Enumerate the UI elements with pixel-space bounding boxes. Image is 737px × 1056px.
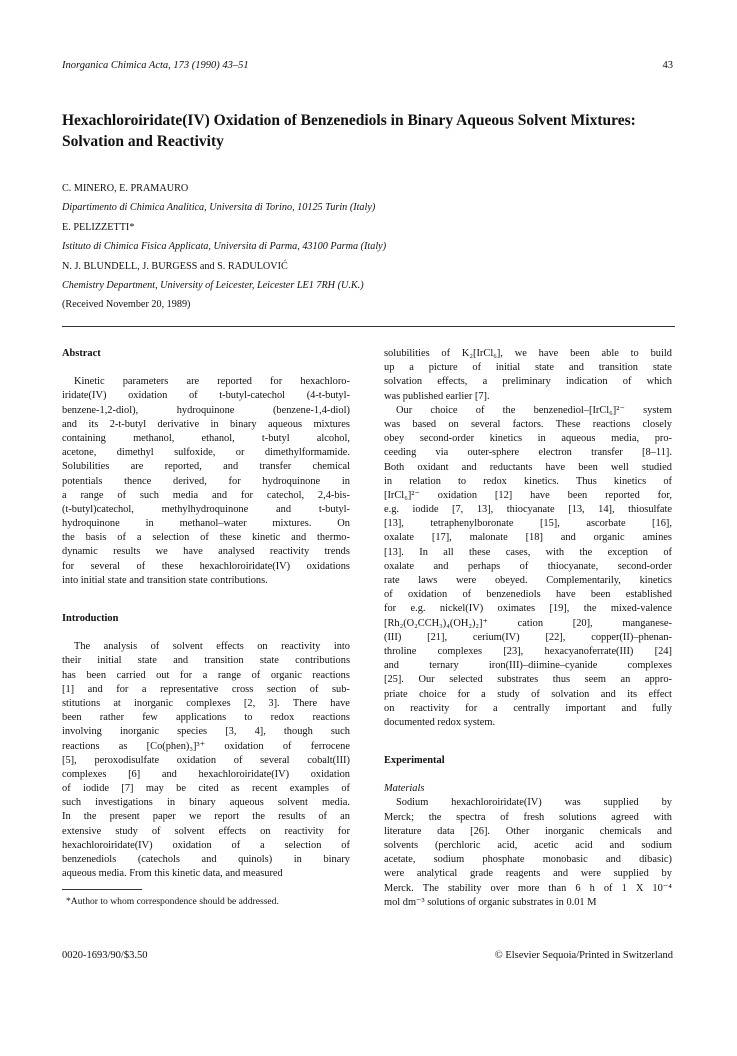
text-line: the basis of a selection of these kinetic and thermo- bbox=[62, 532, 350, 544]
text-line: priate choice for a study of solvation and its effect bbox=[384, 688, 672, 700]
author-line: C. MINERO, E. PRAMAURO bbox=[62, 183, 189, 194]
text-line: and ternary iron(III)–diimine–cyanide complexes bbox=[384, 660, 672, 672]
text-line: stitutions at inorganic complexes [2, 3]. There have bbox=[62, 697, 350, 709]
abstract-body bbox=[62, 375, 350, 588]
text-line: dynamic results we have analysed reactivity trends bbox=[62, 546, 350, 558]
text-line: reactions as [Co(phen)₃]³⁺ oxidation of ferrocene bbox=[62, 740, 350, 752]
text-line: solvents (perchloric acid, acetic acid and sodium bbox=[384, 840, 672, 851]
text-line: [13]. In all these cases, with the exception of bbox=[384, 546, 672, 558]
text-line: mol dm⁻³ solutions of organic substrates in 0.01 M bbox=[384, 896, 597, 908]
text-line: their initial state and transition state contributions bbox=[62, 655, 350, 667]
text-line: solvation effects, a preliminary indication of which bbox=[384, 376, 672, 388]
text-line: benzene-1,2-diol), hydroquinone (benzene-1,4-diol) bbox=[62, 404, 350, 416]
text-line: Kinetic parameters are reported for hexachloro- bbox=[74, 376, 350, 388]
journal-citation: Inorganica Chimica Acta, 173 (1990) 43–51 bbox=[62, 60, 249, 71]
text-line: literature data [26]. Other inorganic chemicals and bbox=[384, 825, 672, 837]
text-line: [5], peroxodisulfate oxidation of several cobalt(III) bbox=[62, 754, 350, 766]
experimental-heading: Experimental bbox=[384, 755, 445, 767]
text-line: up a picture of initial state and transition state bbox=[384, 362, 672, 374]
introduction-heading: Introduction bbox=[62, 613, 119, 624]
author-line: (Received November 20, 1989) bbox=[62, 299, 191, 311]
text-line: Both oxidant and reductants have been well studied bbox=[384, 461, 672, 473]
text-line: for several of these hexachloroiridate(IV) oxidations bbox=[62, 560, 350, 572]
text-line: The analysis of solvent effects on reactivity into bbox=[74, 641, 350, 653]
author-affiliation: Dipartimento di Chimica Analitica, Universita di Torino, 10125 Turin (Italy) bbox=[62, 202, 376, 214]
text-line: been rather few applications to redox reactions bbox=[62, 712, 350, 724]
page-number: 43 bbox=[662, 60, 673, 71]
text-line: of oxidation of benzenediols have been established bbox=[384, 589, 672, 601]
title-line: Solvation and Reactivity bbox=[62, 133, 224, 150]
text-line: such investigations in binary aqueous solvent media. bbox=[62, 797, 350, 809]
author-affiliation: Istituto di Chimica Fisica Applicata, Universita di Parma, 43100 Parma (Italy) bbox=[62, 241, 387, 253]
text-line: potentials thence derived, for hydroquinone in bbox=[62, 475, 350, 487]
text-line: oxalate and perhaps of thiocyanate, second-order bbox=[384, 560, 672, 572]
article-title bbox=[62, 110, 682, 152]
text-line: [25]. Our selected substrates thus seem an appro- bbox=[384, 674, 672, 686]
text-line: hydroquinone in methanol–water mixtures. On bbox=[62, 518, 350, 530]
author-line: E. PELIZZETTI* bbox=[62, 221, 135, 233]
right-column bbox=[384, 347, 672, 910]
text-line: acetate, sodium phosphate monobasic and dibasic) bbox=[384, 854, 672, 866]
correspondence-footnote: *Author to whom correspondence should be addressed. bbox=[66, 896, 279, 908]
text-line: for e.g. nickel(IV) oximates [19], the mixed-valence bbox=[384, 603, 672, 615]
running-head bbox=[62, 60, 673, 71]
header-divider bbox=[62, 326, 675, 327]
abstract-heading: Abstract bbox=[62, 348, 101, 359]
text-line: [IrCl₆]²⁻ oxidation [12] have been reported for, bbox=[384, 489, 672, 501]
issn-price: 0020-1693/90/$3.50 bbox=[62, 950, 148, 961]
text-line: [1] and for a representative cross section of sub- bbox=[62, 683, 350, 695]
text-line: obey second-order kinetics in aqueous media, pro- bbox=[384, 433, 672, 445]
text-line: e.g. iodide [7, 13], thiocyanate [13, 14], thiosulfate bbox=[384, 504, 672, 516]
text-line: of iodide [7] may be cited as recent examples of bbox=[62, 783, 350, 795]
paragraph bbox=[384, 404, 672, 730]
text-line: complexes [6] and hexachloroiridate(IV) oxidation bbox=[62, 768, 350, 780]
text-line: ceeding via outer-sphere electron transfer [8–11]. bbox=[384, 447, 672, 459]
text-line: Merck. The stability over more than 6 h of 1 X 10⁻⁴ bbox=[384, 882, 672, 894]
text-line: has been carried out for a range of organic reactions bbox=[62, 669, 350, 681]
text-line: [13], tetraphenylboronate [15], ascorbate [16], bbox=[384, 518, 672, 530]
text-line: containing methanol, ethanol, t-butyl alcohol, bbox=[62, 432, 350, 444]
text-line: Merck; the spectra of fresh solutions agreed with bbox=[384, 811, 672, 823]
text-line: a range of such media and for catechol, 2,4-bis- bbox=[62, 489, 350, 501]
text-line: rate laws were obeyed. Complementarily, kinetics bbox=[384, 575, 672, 586]
text-line: involving inorganic species [3, 4], though such bbox=[62, 726, 350, 738]
text-line: [Rh₂(O₂CCH₃)₄(OH₂)₂]⁺ cation [20], manganese- bbox=[384, 617, 672, 629]
author-block bbox=[62, 179, 682, 315]
author-affiliation: Chemistry Department, University of Leicester, Leicester LE1 7RH (U.K.) bbox=[62, 280, 364, 292]
materials-subheading: Materials bbox=[384, 783, 425, 795]
text-line: throline complexes [23], hexacyanoferrate(III) [24] bbox=[384, 645, 672, 657]
text-line: in relation to redox kinetics. Thus kinetics of bbox=[384, 475, 672, 487]
text-line: aqueous media. From this kinetic data, and measured bbox=[62, 868, 283, 880]
text-line: documented redox system. bbox=[384, 716, 496, 728]
text-line: Sodium hexachloroiridate(IV) was supplied by bbox=[396, 797, 672, 809]
text-line: solubilities of K₂[IrCl₆], we have been able to build bbox=[384, 348, 672, 359]
paragraph bbox=[384, 347, 672, 404]
text-line: (III) [21], cerium(IV) [22], copper(II)–phenan- bbox=[384, 631, 672, 643]
footnote-divider bbox=[62, 889, 142, 890]
text-line: (t-butyl)catechol, methylhydroquinone and t-butyl- bbox=[62, 503, 350, 515]
text-line: Solubilities are reported, and transfer chemical bbox=[62, 461, 350, 473]
page-footer bbox=[62, 950, 673, 961]
text-line: acetone, dimethyl sulfoxide, or dimethylformamide. bbox=[62, 447, 350, 459]
materials-body bbox=[384, 796, 672, 910]
text-line: extensive study of solvent effects on reactivity for bbox=[62, 825, 350, 837]
text-line: and its 2-t-butyl derivative in binary aqueous mixtures bbox=[62, 418, 350, 430]
text-line: hexachloroiridate(IV) oxidation of a selection of bbox=[62, 839, 350, 851]
text-line: was based on several factors. These reactions closely bbox=[384, 418, 672, 430]
left-column bbox=[62, 347, 350, 908]
text-line: was published earlier [7]. bbox=[384, 390, 490, 402]
introduction-body bbox=[62, 640, 350, 881]
author-line: N. J. BLUNDELL, J. BURGESS and S. RADULOVIĆ bbox=[62, 260, 288, 272]
text-line: into initial state and transition state contributions. bbox=[62, 574, 268, 586]
text-line: iridate(IV) oxidation of t-butyl-catechol (4-t-butyl- bbox=[62, 390, 350, 402]
copyright-notice: © Elsevier Sequoia/Printed in Switzerland bbox=[494, 950, 673, 961]
text-line: were analytical grade reagents and were supplied by bbox=[384, 868, 672, 880]
text-line: oxalate [17], malonate [18] and organic amines bbox=[384, 532, 672, 544]
text-line: In the present paper we report the results of an bbox=[62, 811, 350, 823]
text-line: Our choice of the benzenediol–[IrCl₆]²⁻ system bbox=[396, 404, 672, 416]
title-line: Hexachloroiridate(IV) Oxidation of Benzenediols in Binary Aqueous Solvent Mixtures: bbox=[62, 112, 636, 129]
text-line: benzenediols (catechols and quinols) in binary bbox=[62, 854, 350, 865]
text-line: on reactivity for a centrally important and fully bbox=[384, 702, 672, 714]
